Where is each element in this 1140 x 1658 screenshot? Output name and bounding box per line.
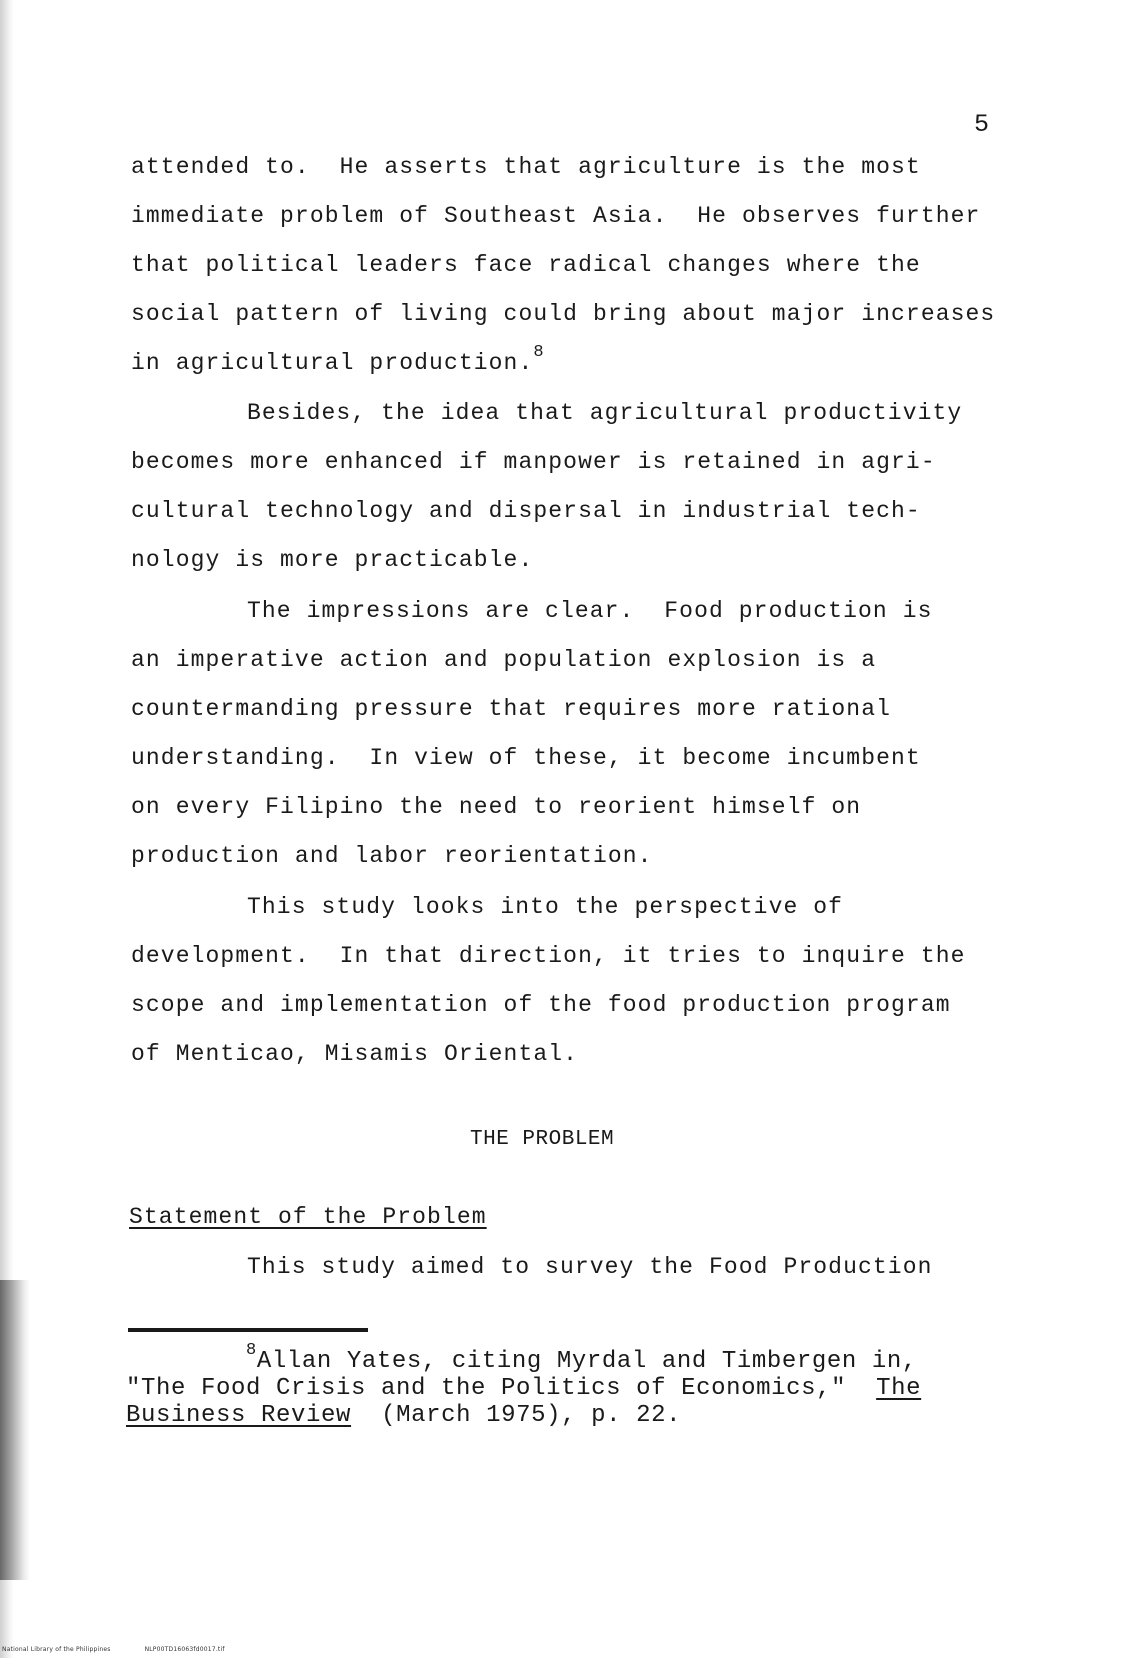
text-line: of Menticao, Misamis Oriental. — [131, 1041, 579, 1067]
page-number: 5 — [974, 110, 990, 139]
footnote-journal-title: The — [876, 1375, 922, 1402]
section-heading: THE PROBLEM — [470, 1128, 615, 1151]
footnote-journal-title: Business Review — [126, 1402, 352, 1429]
text-line: in agricultural production. — [131, 350, 534, 376]
text-line: understanding. In view of these, it become incumbent — [131, 745, 921, 771]
text-line: nology is more practicable. — [131, 547, 534, 573]
footnote-text: "The Food Crisis and the Politics of Economics," — [126, 1375, 847, 1402]
text-line: The impressions are clear. Food production is — [247, 598, 933, 624]
text-line: on every Filipino the need to reorient himself on — [131, 794, 862, 820]
scan-credit-library: National Library of the Philippines — [2, 1646, 111, 1653]
footnote-divider — [128, 1328, 368, 1332]
footnote-line — [246, 1341, 917, 1375]
text-line-with-footnote-ref — [131, 343, 545, 376]
text-line: Besides, the idea that agricultural productivity — [247, 400, 963, 426]
text-line: that political leaders face radical changes where the — [131, 252, 921, 278]
section-subheading: Statement of the Problem — [129, 1204, 487, 1230]
text-line: an imperative action and population explosion is a — [131, 647, 877, 673]
text-line: attended to. He asserts that agriculture is the most — [131, 154, 921, 180]
footnote-number: 8 — [246, 1341, 257, 1360]
text-line: social pattern of living could bring about major increases — [131, 301, 996, 327]
text-line: cultural technology and dispersal in industrial tech- — [131, 498, 921, 524]
text-line: becomes more enhanced if manpower is retained in agri- — [131, 449, 936, 475]
text-line: This study looks into the perspective of — [247, 894, 844, 920]
footnote-text: (March 1975), p. 22. — [381, 1402, 682, 1429]
text-line: countermanding pressure that requires more rational — [131, 696, 892, 722]
text-line: immediate problem of Southeast Asia. He observes further — [131, 203, 981, 229]
text-line: production and labor reorientation. — [131, 843, 653, 869]
scan-credit-file: NLP00TD16063fd0017.tif — [144, 1646, 225, 1653]
footnote-reference: 8 — [533, 343, 545, 362]
footnote-text: Allan Yates, citing Myrdal and Timbergen in, — [256, 1348, 917, 1375]
scan-credit — [2, 1646, 259, 1653]
scan-binding-shadow — [0, 1280, 30, 1580]
text-line: scope and implementation of the food production program — [131, 992, 951, 1018]
text-line: development. In that direction, it tries to inquire the — [131, 943, 966, 969]
footnote-line — [126, 1402, 681, 1429]
text-line: This study aimed to survey the Food Production — [247, 1254, 933, 1280]
footnote-line — [126, 1375, 921, 1402]
